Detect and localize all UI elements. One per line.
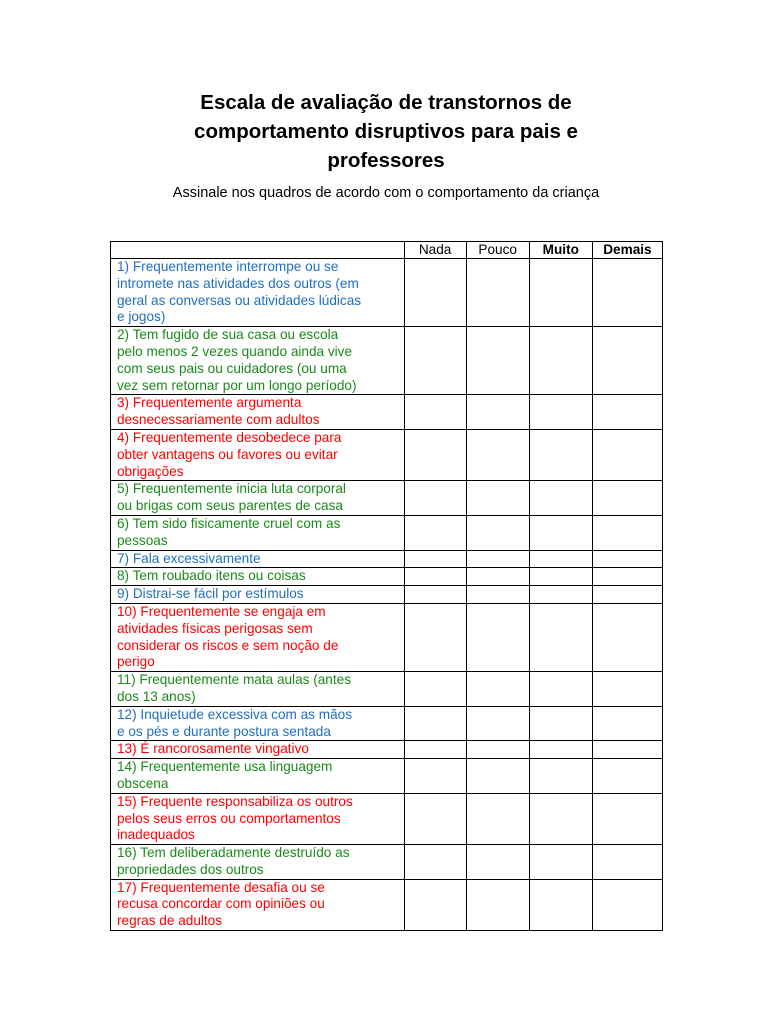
header-nada: Nada [404,242,466,259]
item-label-line: considerar os riscos e sem noção de [117,637,339,653]
checkbox-muito[interactable] [529,672,592,707]
checkbox-demais[interactable] [592,845,662,880]
checkbox-muito[interactable] [529,845,592,880]
item-label-line: obscena [117,775,169,791]
table-row [111,550,663,568]
document-title [110,88,662,175]
table-row [111,568,663,586]
checkbox-pouco[interactable] [466,515,529,550]
item-label-line: e jogos) [117,309,166,325]
item-label [111,845,405,880]
checkbox-nada[interactable] [404,550,466,568]
item-label-line: 2) Tem fugido de sua casa ou escola [117,327,339,343]
checkbox-pouco[interactable] [466,586,529,604]
item-label-line: pelos seus erros ou comportamentos [117,810,341,826]
item-label-line: 15) Frequente responsabiliza os outros [117,793,353,809]
item-label-line: pelo menos 2 vezes quando ainda vive [117,343,353,359]
table-row [111,586,663,604]
item-label-line: 17) Frequentemente desafia ou se [117,879,325,895]
item-label-line: atividades físicas perigosas sem [117,620,313,636]
checkbox-muito[interactable] [529,568,592,586]
checkbox-demais[interactable] [592,586,662,604]
item-label-line: vez sem retornar por um longo período) [117,377,357,393]
item-label [111,706,405,741]
item-label-line: regras de adultos [117,913,223,929]
checkbox-nada[interactable] [404,515,466,550]
checkbox-nada[interactable] [404,327,466,395]
table-row [111,395,663,430]
checkbox-nada[interactable] [404,672,466,707]
item-label-line: 6) Tem sido fisicamente cruel com as [117,515,341,531]
item-label-line: desnecessariamente com adultos [117,412,320,428]
item-label-line: 16) Tem deliberadamente destruído as [117,845,350,861]
checkbox-muito[interactable] [529,706,592,741]
item-label [111,759,405,794]
header-muito: Muito [529,242,592,259]
item-label-line: 9) Distrai-se fácil por estímulos [117,586,304,602]
table-row [111,515,663,550]
checkbox-demais[interactable] [592,429,662,480]
checkbox-nada[interactable] [404,879,466,930]
checkbox-pouco[interactable] [466,845,529,880]
checkbox-muito[interactable] [529,395,592,430]
checkbox-demais[interactable] [592,741,662,759]
checkbox-nada[interactable] [404,741,466,759]
table-row [111,481,663,516]
checkbox-muito[interactable] [529,603,592,671]
item-label-line: 4) Frequentemente desobedece para [117,429,342,445]
table-row [111,672,663,707]
table-row [111,259,663,327]
item-label-line: geral as conversas ou atividades lúdicas [117,292,362,308]
checkbox-pouco[interactable] [466,759,529,794]
item-label-line: recusa concordar com opiniões ou [117,896,325,912]
item-label [111,515,405,550]
item-label [111,327,405,395]
checkbox-muito[interactable] [529,879,592,930]
item-label-line: 1) Frequentemente interrompe ou se [117,259,339,274]
table-row [111,879,663,930]
item-label-line: 10) Frequentemente se engaja em [117,603,326,619]
checkbox-nada[interactable] [404,395,466,430]
item-label [111,793,405,844]
title-line: comportamento disruptivos para pais e [194,120,578,143]
table-row [111,793,663,844]
checkbox-pouco[interactable] [466,259,529,327]
item-label-line: 11) Frequentemente mata aulas (antes [117,672,351,688]
table-row [111,759,663,794]
checkbox-nada[interactable] [404,568,466,586]
checkbox-pouco[interactable] [466,327,529,395]
checkbox-nada[interactable] [404,481,466,516]
table-body [111,259,663,931]
checkbox-demais[interactable] [592,550,662,568]
item-label [111,395,405,430]
checkbox-muito[interactable] [529,759,592,794]
item-label-line: 13) É rancorosamente vingativo [117,741,309,757]
table-row [111,706,663,741]
item-label-line: e os pés e durante postura sentada [117,723,331,739]
checkbox-demais[interactable] [592,672,662,707]
checkbox-pouco[interactable] [466,706,529,741]
checkbox-pouco[interactable] [466,429,529,480]
checkbox-nada[interactable] [404,793,466,844]
checkbox-muito[interactable] [529,550,592,568]
checkbox-muito[interactable] [529,515,592,550]
checkbox-pouco[interactable] [466,793,529,844]
item-label [111,568,405,586]
table-row [111,429,663,480]
item-label [111,586,405,604]
checkbox-muito[interactable] [529,586,592,604]
checkbox-muito[interactable] [529,481,592,516]
checkbox-pouco[interactable] [466,568,529,586]
checkbox-demais[interactable] [592,793,662,844]
item-label-line: perigo [117,654,155,670]
table-row [111,603,663,671]
item-label-line: obter vantagens ou favores ou evitar [117,446,338,462]
item-label [111,603,405,671]
item-label-line: com seus pais ou cuidadores (ou uma [117,360,347,376]
checkbox-pouco[interactable] [466,395,529,430]
header-demais: Demais [592,242,662,259]
item-label-line: obrigações [117,463,184,479]
item-label [111,259,405,327]
table-row [111,327,663,395]
checkbox-demais[interactable] [592,481,662,516]
item-label-line: 5) Frequentemente inicia luta corporal [117,481,346,497]
item-label [111,481,405,516]
item-label-line: 7) Fala excessivamente [117,550,261,566]
checkbox-demais[interactable] [592,515,662,550]
instructions-text: Assinale nos quadros de acordo com o comportamento da criança [172,185,600,201]
checkbox-muito[interactable] [529,327,592,395]
table-row [111,845,663,880]
checkbox-nada[interactable] [404,706,466,741]
checkbox-pouco[interactable] [466,741,529,759]
item-label-line: 14) Frequentemente usa linguagem [117,759,333,775]
checkbox-demais[interactable] [592,327,662,395]
item-label [111,429,405,480]
checkbox-pouco[interactable] [466,672,529,707]
item-label [111,879,405,930]
header-pouco: Pouco [466,242,529,259]
checkbox-nada[interactable] [404,603,466,671]
table-header-row [111,242,663,259]
checkbox-demais[interactable] [592,603,662,671]
checkbox-nada[interactable] [404,759,466,794]
item-label-line: inadequados [117,827,195,843]
checkbox-nada[interactable] [404,586,466,604]
item-label-line: propriedades dos outros [117,861,264,877]
item-label [111,550,405,568]
rating-scale-table [110,241,663,931]
checkbox-pouco[interactable] [466,481,529,516]
checkbox-muito[interactable] [529,259,592,327]
item-label-line: 8) Tem roubado itens ou coisas [117,568,306,584]
title-line: professores [327,149,445,172]
checkbox-demais[interactable] [592,759,662,794]
checkbox-nada[interactable] [404,259,466,327]
checkbox-demais[interactable] [592,706,662,741]
checkbox-demais[interactable] [592,259,662,327]
table-row [111,741,663,759]
checkbox-demais[interactable] [592,395,662,430]
title-line: Escala de avaliação de transtornos de [200,91,572,114]
checkbox-pouco[interactable] [466,879,529,930]
checkbox-muito[interactable] [529,793,592,844]
header-item [111,242,405,259]
checkbox-pouco[interactable] [466,603,529,671]
checkbox-demais[interactable] [592,879,662,930]
checkbox-nada[interactable] [404,429,466,480]
item-label-line: 12) Inquietude excessiva com as mãos [117,706,352,722]
checkbox-pouco[interactable] [466,550,529,568]
item-label [111,672,405,707]
checkbox-muito[interactable] [529,429,592,480]
item-label-line: dos 13 anos) [117,688,196,704]
item-label-line: ou brigas com seus parentes de casa [117,498,343,514]
item-label [111,741,405,759]
item-label-line: 3) Frequentemente argumenta [117,395,302,411]
item-label-line: intromete nas atividades dos outros (em [117,275,359,291]
item-label-line: pessoas [117,532,168,548]
checkbox-nada[interactable] [404,845,466,880]
checkbox-muito[interactable] [529,741,592,759]
checkbox-demais[interactable] [592,568,662,586]
